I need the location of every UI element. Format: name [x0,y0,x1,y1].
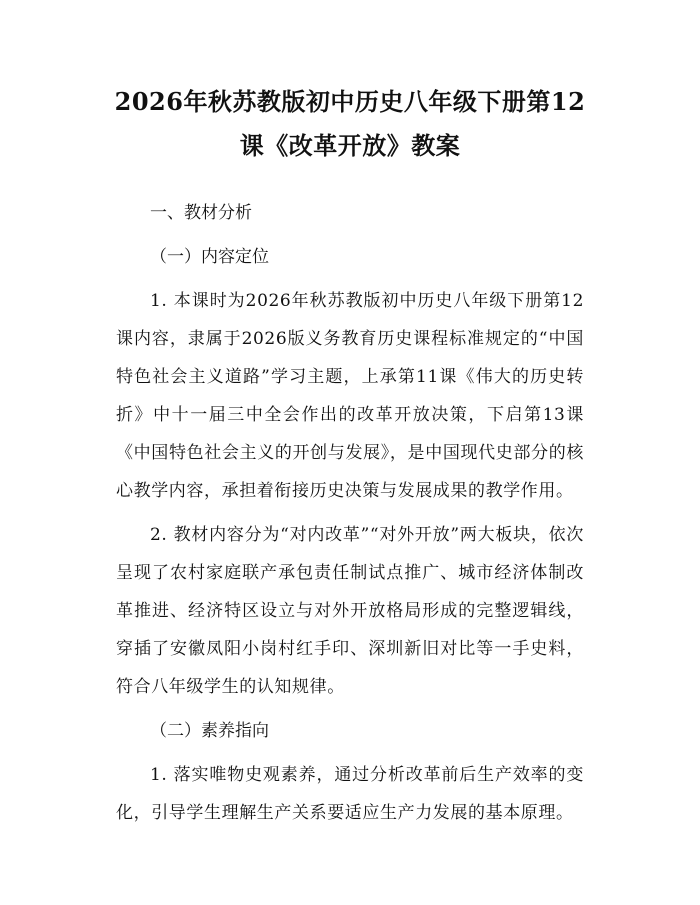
document-title [96,80,604,168]
section-heading-textbook-analysis: 一、教材分析 [150,203,252,223]
subsection-heading-content-positioning: （一）内容定位 [150,247,269,267]
paragraph-1: 1. 本课时为2026年秋苏教版初中历史八年级下册第12课内容，隶属于2026版义务教育历史课程标准规定的“中国特色社会主义道路”学习主题，上承第11课《伟大的历史转折》中十一届三中全会作出的改革开放决策，下启第13课《中国特色社会主义的开创与发展》，是中国现代史部分的核心教学内容，承担着衔接历史决策与发展成果的教学作用。 [116,291,584,501]
title-line-2: 课《改革开放》教案 [239,131,461,160]
subsection-heading-literacy-orientation: （二）素养指向 [150,721,269,741]
paragraph-3: 1. 落实唯物史观素养，通过分析改革前后生产效率的变化，引导学生理解生产关系要适应生产力发展的基本原理。 [116,765,584,823]
title-line-1: 2026年秋苏教版初中历史八年级下册第12 [114,87,586,116]
paragraph-2: 2. 教材内容分为“对内改革”“对外开放”两大板块，依次呈现了农村家庭联产承包责任制试点推广、城市经济体制改革推进、经济特区设立与对外开放格局形成的完整逻辑线，穿插了安徽凤阳小岗村红手印、深圳新旧对比等一手史料，符合八年级学生的认知规律。 [116,525,584,697]
